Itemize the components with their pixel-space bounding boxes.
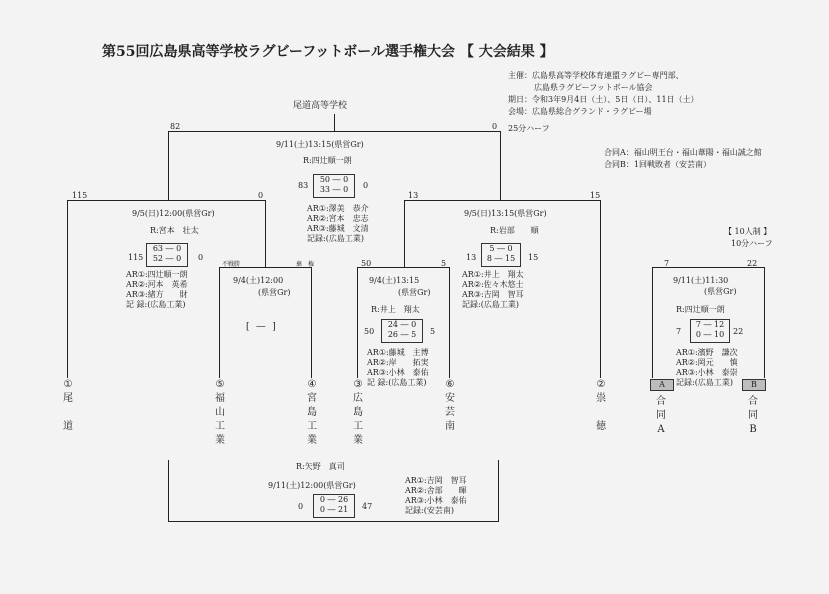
semi-left-total-right: 0 — [198, 253, 204, 262]
consolation-total-left: 0 — [298, 502, 304, 511]
semi-right-total-left: 13 — [466, 253, 477, 262]
page-title: 第55回広島県高等学校ラグビーフットボール選手権大会 【 大会結果 】 — [102, 44, 554, 60]
final-referee: R:四辻順一朗 — [303, 156, 352, 165]
semi-left-score-right: 0 — [258, 191, 264, 200]
semi-right-time: 9/5(日)13:15(県営Gr) — [464, 209, 547, 218]
qf-right-venue: (県営Gr) — [398, 288, 431, 297]
organizer-line-1: 主催：広島県高等学校体育連盟ラグビー専門部、 — [508, 71, 684, 80]
side-score-left: 7 — [664, 259, 670, 268]
qf-right-official-1: AR①:藤城 主博 — [367, 348, 429, 357]
semi-left-total-left: 115 — [128, 253, 144, 262]
venue-line: 会場：広島県総合グランド・ラグビー場 — [508, 107, 652, 116]
qf-right-vline-b — [449, 267, 450, 378]
consolation-official-1: AR①:吉岡 智耳 — [405, 476, 467, 485]
team-sotoku: ② 祟 徳 — [596, 379, 606, 432]
qf-right-half-2: 26 ― 5 — [387, 330, 417, 339]
team-number: ① — [63, 379, 73, 390]
final-hline — [168, 131, 501, 132]
combined-b-line: 合同B：1回戦敗者（安芸南） — [604, 160, 711, 169]
semi-right-official-3: AR③:吉岡 智耳 — [462, 290, 524, 299]
side-official-1: AR①:濱野 謙次 — [676, 348, 738, 357]
team-aki-minami: ⑥ 安 芸 南 — [445, 379, 455, 432]
consolation-official-4: 記録:(安芸南) — [405, 506, 454, 515]
combined-a-line: 合同A：福山明王台・福山葦陽・福山誠之館 — [604, 148, 762, 157]
semi-right-official-2: AR②:佐々木悠士 — [462, 280, 524, 289]
semi-left-referee: R:宮本 壮太 — [150, 226, 199, 235]
side-note-1: 【 10人制 】 — [724, 227, 772, 236]
side-official-2: AR②:岡元 慎 — [676, 358, 738, 367]
qf-right-score-left: 50 — [361, 259, 372, 268]
consolation-half-1: 0 ― 26 — [319, 495, 349, 504]
final-time: 9/11(土)13:15(県営Gr) — [276, 140, 364, 149]
organizer-line-2: 広島県ラグビーフットボール協会 — [534, 83, 653, 92]
final-right-vline — [500, 131, 501, 201]
champion-name: 尾道高等学校 — [293, 101, 348, 111]
semi-left-time: 9/5(日)12:00(県営Gr) — [132, 209, 215, 218]
final-score-left: 82 — [170, 122, 181, 131]
semi-right-vline-b — [600, 200, 601, 378]
semi-right-score-box — [481, 243, 521, 267]
team-tag-b: B — [742, 379, 766, 391]
side-score-right: 22 — [747, 259, 758, 268]
semi-left-score-left: 115 — [72, 191, 88, 200]
final-score-right: 0 — [492, 122, 498, 131]
semi-right-referee: R:岩部 順 — [490, 226, 539, 235]
consolation-vline-a — [168, 460, 169, 522]
semi-right-official-4: 記録:(広島工業) — [462, 300, 519, 309]
final-score-box — [313, 174, 355, 198]
side-official-4: 記録:(広島工業) — [676, 378, 733, 387]
side-note-2: 10分ハーフ — [731, 239, 773, 248]
team-combined-a: 合 同 A — [656, 396, 666, 435]
side-venue: (県営Gr) — [704, 287, 737, 296]
side-vline-b — [764, 267, 765, 378]
semi-right-total-right: 15 — [528, 253, 539, 262]
team-number: ② — [596, 379, 606, 390]
semi-left-half-1: 63 ― 0 — [152, 244, 182, 253]
qf-right-vline-a — [357, 267, 358, 378]
team-tag-a: A — [650, 379, 674, 391]
consolation-official-3: AR③:小林 泰佑 — [405, 496, 467, 505]
semi-right-official-1: AR①:井上 翔太 — [462, 270, 524, 279]
side-total-right: 22 — [733, 327, 744, 336]
team-combined-b: 合 同 B — [748, 396, 758, 435]
semi-left-half-2: 52 ― 0 — [152, 254, 182, 263]
side-referee: R:四辻順一朗 — [676, 305, 725, 314]
champion-stem — [334, 114, 335, 132]
semi-right-score-right: 15 — [590, 191, 601, 200]
qf-right-score-box — [381, 319, 423, 343]
semi-left-score-box — [146, 243, 188, 267]
format-line: 25分ハーフ — [508, 124, 550, 133]
consolation-total-right: 47 — [362, 502, 373, 511]
team-number: ④ — [307, 379, 317, 390]
final-half-1: 50 ― 0 — [319, 175, 349, 184]
semi-left-official-3: AR③:緒方 財 — [126, 290, 188, 299]
qf-right-referee: R:井上 翔太 — [371, 305, 420, 314]
semi-left-vline-b — [265, 200, 266, 268]
semi-right-score-left: 13 — [408, 191, 419, 200]
consolation-referee: R:矢野 真司 — [296, 462, 345, 471]
qf-left-vline-a — [219, 267, 220, 378]
semi-left-official-4: 記 録:(広島工業) — [126, 300, 186, 309]
qf-right-total-right: 5 — [430, 327, 436, 336]
consolation-vline-b — [498, 460, 499, 522]
final-official-1: AR①:澤美 恭介 — [307, 204, 369, 213]
qf-left-score-left: 不戦勝 — [222, 261, 241, 268]
final-official-2: AR②:宮本 忠志 — [307, 214, 369, 223]
side-time: 9/11(土)11:30 — [673, 276, 729, 285]
final-half-2: 33 ― 0 — [319, 185, 349, 194]
team-number: ⑥ — [445, 379, 455, 390]
side-official-3: AR③:小林 泰崇 — [676, 368, 738, 377]
semi-right-half-1: 5 ― 0 — [489, 244, 513, 253]
semi-left-hline — [67, 200, 266, 201]
consolation-official-2: AR②:舎部 暉 — [405, 486, 467, 495]
semi-right-half-2: 8 ― 15 — [486, 254, 516, 263]
semi-left-vline-a — [67, 200, 68, 378]
semi-right-vline-a — [404, 200, 405, 268]
qf-right-score-right: 5 — [441, 259, 447, 268]
semi-left-official-1: AR①:四辻順一朗 — [126, 270, 188, 279]
final-total-right: 0 — [363, 181, 369, 190]
side-score-box — [690, 319, 730, 343]
semi-right-hline — [404, 200, 601, 201]
final-official-4: 記録:(広島工業) — [307, 234, 364, 243]
dates-line: 期日：令和3年9月4日（土）、5日（日）、11日（土） — [508, 95, 699, 104]
consolation-hline — [168, 521, 499, 522]
qf-left-vline-b — [311, 267, 312, 378]
semi-left-official-2: AR②:河本 英希 — [126, 280, 188, 289]
qf-left-time: 9/4(土)12:00 — [233, 276, 284, 285]
qf-left-score-right: 棄 権 — [296, 261, 315, 268]
qf-left-score-box: [ ― ] — [246, 322, 278, 332]
team-hiroshima-kogyo: ③ 広 島 工 業 — [353, 379, 363, 446]
final-left-vline — [168, 131, 169, 201]
team-fukuyama-kogyo: ⑤ 福 山 工 業 — [215, 379, 225, 446]
final-total-left: 83 — [298, 181, 309, 190]
team-miyajima-kogyo: ④ 宮 島 工 業 — [307, 379, 317, 446]
consolation-half-2: 0 ― 21 — [319, 505, 349, 514]
side-half-1: 7 ― 12 — [695, 320, 725, 329]
consolation-score-box — [313, 494, 355, 518]
qf-left-venue: (県営Gr) — [258, 288, 291, 297]
team-number: ③ — [353, 379, 363, 390]
qf-right-time: 9/4(土)13:15 — [369, 276, 420, 285]
team-onomichi: ① 尾 道 — [63, 379, 73, 432]
qf-right-official-2: AR②:岸 拓実 — [367, 358, 429, 367]
side-half-2: 0 ― 10 — [695, 330, 725, 339]
qf-right-official-3: AR③:小林 泰佑 — [367, 368, 429, 377]
side-total-left: 7 — [676, 327, 682, 336]
qf-right-half-1: 24 ― 0 — [387, 320, 417, 329]
final-official-3: AR③:藤城 文清 — [307, 224, 369, 233]
team-number: ⑤ — [215, 379, 225, 390]
consolation-time: 9/11(土)12:00(県営Gr) — [268, 481, 356, 490]
qf-right-official-4: 記 録:(広島工業) — [367, 378, 427, 387]
qf-right-total-left: 50 — [364, 327, 375, 336]
side-vline-a — [652, 267, 653, 378]
